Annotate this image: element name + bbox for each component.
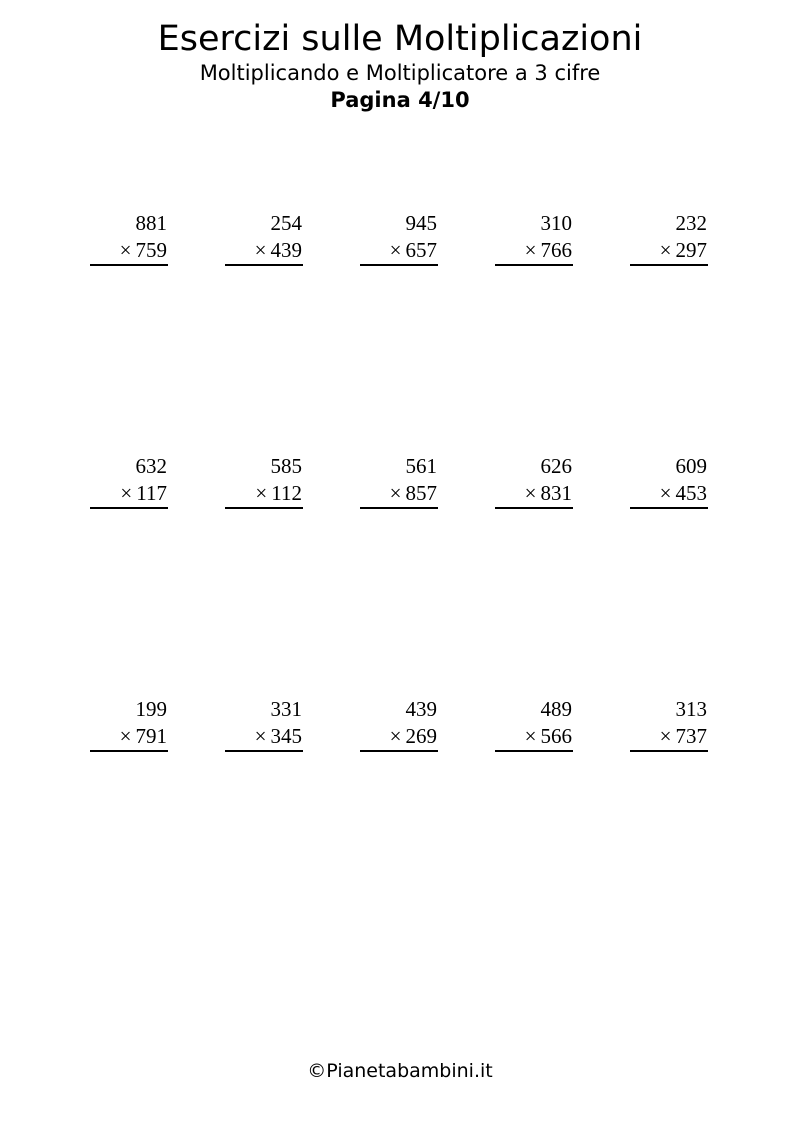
copyright-icon: © (307, 1060, 327, 1082)
page-subtitle: Moltiplicando e Moltiplicatore a 3 cifre (199, 61, 601, 85)
times-sign: × (389, 481, 402, 505)
times-sign: × (659, 724, 672, 748)
multiplicand: 439 (405, 697, 437, 721)
multiplicand: 232 (675, 211, 707, 235)
exercise-r1-c2 (225, 210, 303, 266)
times-sign: × (119, 724, 132, 748)
multiplier: 737 (675, 724, 707, 748)
multiplier-line (495, 480, 573, 509)
times-sign: × (255, 481, 268, 505)
multiplicand: 331 (270, 697, 302, 721)
multiplier-line (495, 723, 573, 752)
multiplier: 766 (540, 238, 572, 262)
multiplier-line (495, 237, 573, 266)
multiplier-line (90, 480, 168, 509)
multiplicand: 585 (270, 454, 302, 478)
multiplier-line (360, 723, 438, 752)
multiplier: 453 (675, 481, 707, 505)
exercise-r3-c1 (90, 696, 168, 752)
multiplier: 297 (675, 238, 707, 262)
multiplier: 657 (405, 238, 437, 262)
multiplier-line (630, 723, 708, 752)
times-sign: × (389, 238, 402, 262)
exercise-r2-c2 (225, 453, 303, 509)
multiplier-line (225, 480, 303, 509)
footer-site: Pianetabambini.it (326, 1060, 493, 1082)
exercise-r1-c1 (90, 210, 168, 266)
multiplier: 791 (135, 724, 167, 748)
multiplier: 117 (136, 481, 167, 505)
multiplier: 345 (270, 724, 302, 748)
exercise-r3-c4 (495, 696, 573, 752)
times-sign: × (659, 238, 672, 262)
exercise-r2-c5 (630, 453, 708, 509)
multiplicand: 626 (540, 454, 572, 478)
times-sign: × (254, 724, 267, 748)
multiplicand: 313 (675, 697, 707, 721)
multiplier-line (630, 237, 708, 266)
multiplier-line (90, 237, 168, 266)
exercise-r2-c4 (495, 453, 573, 509)
multiplier-line (630, 480, 708, 509)
times-sign: × (254, 238, 267, 262)
times-sign: × (524, 481, 537, 505)
multiplier: 831 (540, 481, 572, 505)
multiplier: 759 (135, 238, 167, 262)
multiplicand: 199 (135, 697, 167, 721)
multiplier: 439 (270, 238, 302, 262)
exercise-r1-c4 (495, 210, 573, 266)
exercise-r2-c1 (90, 453, 168, 509)
multiplier-line (225, 237, 303, 266)
times-sign: × (524, 724, 537, 748)
exercise-r3-c3 (360, 696, 438, 752)
multiplicand: 254 (270, 211, 302, 235)
times-sign: × (659, 481, 672, 505)
multiplier-line (90, 723, 168, 752)
multiplier-line (360, 480, 438, 509)
multiplier-line (360, 237, 438, 266)
multiplier: 566 (540, 724, 572, 748)
times-sign: × (524, 238, 537, 262)
multiplicand: 632 (135, 454, 167, 478)
multiplier: 112 (271, 481, 302, 505)
multiplicand: 310 (540, 211, 572, 235)
page-header (0, 18, 800, 114)
multiplier-line (225, 723, 303, 752)
exercise-r3-c5 (630, 696, 708, 752)
times-sign: × (389, 724, 402, 748)
multiplicand: 489 (540, 697, 572, 721)
multiplier: 857 (405, 481, 437, 505)
times-sign: × (119, 238, 132, 262)
footer-credit (0, 1058, 800, 1084)
times-sign: × (120, 481, 133, 505)
page-number: Pagina 4/10 (330, 88, 470, 112)
multiplicand: 881 (135, 211, 167, 235)
exercise-r1-c3 (360, 210, 438, 266)
exercise-r1-c5 (630, 210, 708, 266)
multiplier: 269 (405, 724, 437, 748)
multiplicand: 561 (405, 454, 437, 478)
exercise-r3-c2 (225, 696, 303, 752)
page-title: Esercizi sulle Moltiplicazioni (157, 19, 643, 59)
multiplicand: 945 (405, 211, 437, 235)
multiplicand: 609 (675, 454, 707, 478)
exercise-r2-c3 (360, 453, 438, 509)
